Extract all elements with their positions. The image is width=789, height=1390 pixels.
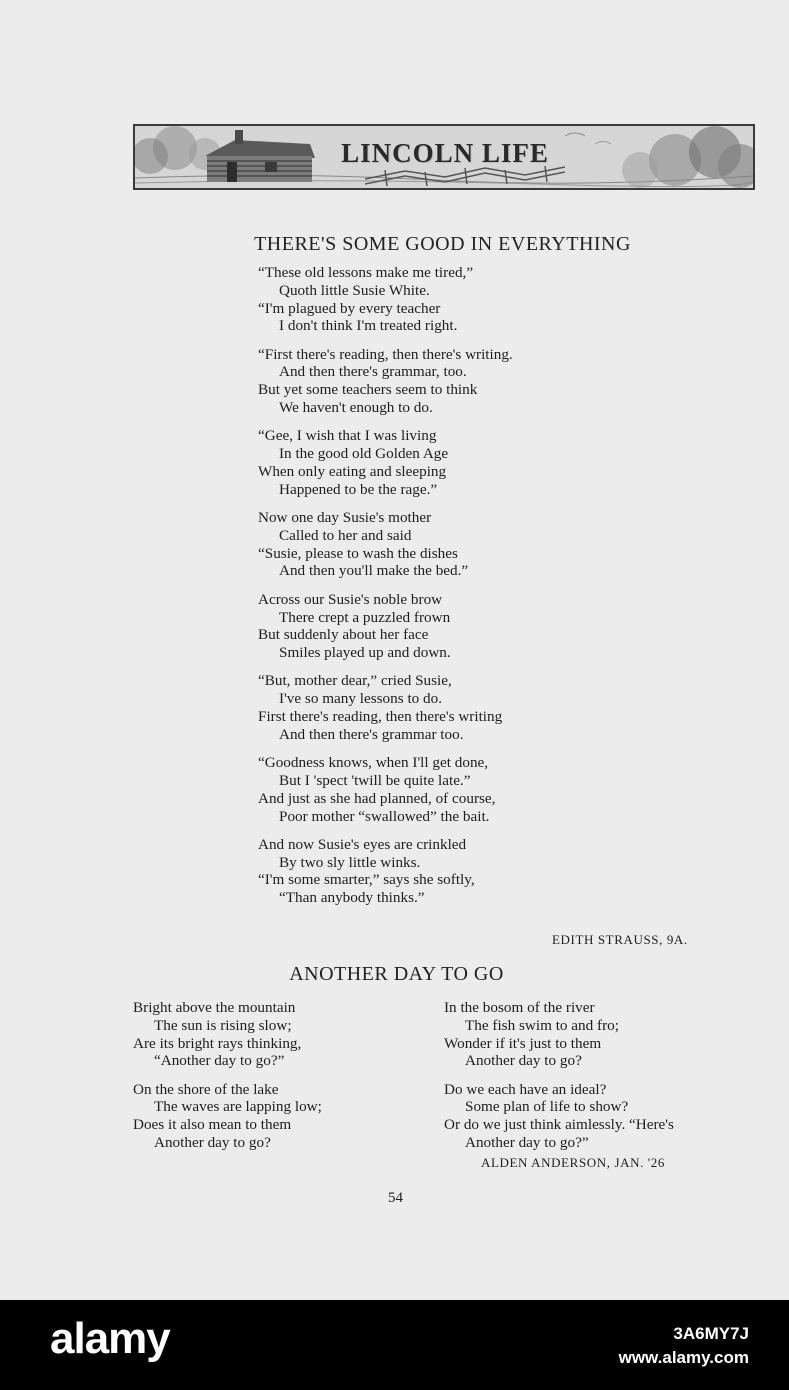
image-reference [619, 1322, 749, 1370]
poem-line: And then you'll make the bed.” [279, 562, 469, 580]
stanza [258, 754, 678, 825]
poem-line: By two sly little winks. [279, 853, 421, 871]
poem-line: Now one day Susie's mother [258, 509, 432, 527]
author-credit-2: ALDEN ANDERSON, JAN. '26 [481, 1155, 665, 1170]
poem-line: And just as she had planned, of course, [258, 789, 496, 807]
poem-line: Another day to go? [154, 1134, 271, 1152]
poem-body-2-right [444, 999, 774, 1162]
poem-line: Poor mother “swallowed” the bait. [279, 807, 490, 825]
poem-line: There crept a puzzled frown [279, 608, 451, 626]
stanza [133, 999, 433, 1070]
stanza [258, 672, 678, 743]
poem-line: “Goodness knows, when I'll get done, [258, 754, 489, 772]
stanza [133, 1081, 433, 1152]
poem-line: “These old lessons make me tired,” [258, 264, 474, 281]
lincoln-life-banner [133, 124, 755, 190]
poem-line: “Than anybody thinks.” [279, 889, 425, 907]
poem-line: Bright above the mountain [133, 999, 296, 1016]
poem-line: Wonder if it's just to them [444, 1034, 602, 1052]
poem-body-2-left [133, 999, 433, 1162]
image-id: 3A6MY7J [673, 1324, 749, 1343]
poem-line: “Susie, please to wash the dishes [258, 544, 458, 562]
stanza [258, 836, 678, 907]
poem-line: “I'm plagued by every teacher [258, 299, 441, 317]
stock-watermark-bar [0, 1300, 789, 1390]
poem-line: “I'm some smarter,” says she softly, [258, 871, 475, 889]
poem-line: I don't think I'm treated right. [279, 317, 458, 335]
alamy-logo: alamy [50, 1314, 170, 1363]
poem-line: In the bosom of the river [444, 999, 595, 1016]
stanza [258, 346, 678, 417]
stanza [444, 1081, 774, 1152]
poem-line: Do we each have an ideal? [444, 1080, 607, 1098]
poem-line: Another day to go?” [465, 1134, 589, 1152]
poem-line: Called to her and said [279, 526, 412, 544]
site-url: www.alamy.com [618, 1348, 749, 1367]
poem-line: But suddenly about her face [258, 626, 429, 644]
poem-line: The fish swim to and fro; [465, 1016, 619, 1034]
poem-line: The waves are lapping low; [154, 1098, 322, 1116]
page-number: 54 [388, 1190, 403, 1206]
poem-line: Or do we just think aimlessly. “Here's [444, 1116, 674, 1134]
poem-body-1 [258, 264, 678, 918]
stanza [258, 264, 678, 335]
poem-line: And then there's grammar too. [279, 725, 464, 743]
poem-line: Quoth little Susie White. [279, 281, 430, 299]
poem-line: “Another day to go?” [154, 1052, 285, 1070]
poem-line: “First there's reading, then there's writing. [258, 345, 513, 363]
poem-title-2: ANOTHER DAY TO GO [289, 963, 504, 985]
poem-line: And then there's grammar, too. [279, 363, 467, 381]
author-credit-1: EDITH STRAUSS, 9A. [552, 932, 688, 947]
poem-line: I've so many lessons to do. [279, 690, 443, 708]
poem-line: Some plan of life to show? [465, 1098, 629, 1116]
poem-line: On the shore of the lake [133, 1080, 279, 1098]
poem-line: Another day to go? [465, 1052, 582, 1070]
poem-line: The sun is rising slow; [154, 1016, 292, 1034]
poem-line: Are its bright rays thinking, [133, 1034, 302, 1052]
stanza [444, 999, 774, 1070]
poem-title-1: THERE'S SOME GOOD IN EVERYTHING [254, 233, 631, 255]
poem-line: Does it also mean to them [133, 1116, 292, 1134]
poem-line: And now Susie's eyes are crinkled [258, 835, 467, 853]
poem-line: “Gee, I wish that I was living [258, 427, 437, 445]
poem-line: But yet some teachers seem to think [258, 381, 478, 399]
poem-line: Smiles played up and down. [279, 644, 451, 662]
poem-line: “But, mother dear,” cried Susie, [258, 672, 452, 690]
section-title: LINCOLN LIFE [341, 138, 549, 168]
poem-line: But I 'spect 'twill be quite late.” [279, 771, 471, 789]
poem-line: First there's reading, then there's writing [258, 708, 503, 726]
poem-line: We haven't enough to do. [279, 399, 433, 417]
poem-line: Happened to be the rage.” [279, 480, 438, 498]
stanza [258, 427, 678, 498]
stanza [258, 591, 678, 662]
poem-line: In the good old Golden Age [279, 445, 449, 463]
poem-line: When only eating and sleeping [258, 462, 447, 480]
poem-line: Across our Susie's noble brow [258, 590, 443, 608]
stanza [258, 509, 678, 580]
